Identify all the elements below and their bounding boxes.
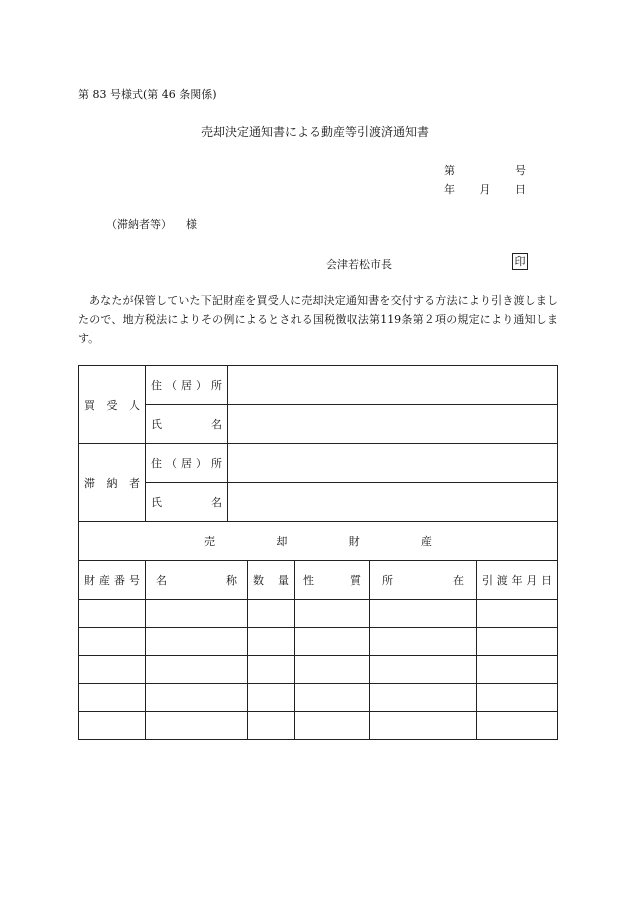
property-cell-quantity[interactable] — [248, 712, 295, 740]
col-quantity — [248, 561, 295, 600]
property-cell-property-number[interactable] — [79, 684, 146, 712]
property-cell-location[interactable] — [370, 628, 477, 656]
col-location — [370, 561, 477, 600]
col-nature-label: 性 質 — [303, 574, 361, 587]
delinquent-address-field[interactable] — [228, 444, 558, 483]
property-cell-name[interactable] — [146, 656, 248, 684]
property-header-cell — [79, 522, 558, 561]
property-cell-name[interactable] — [146, 684, 248, 712]
delinquent-name-label-cell — [146, 483, 228, 522]
addressee — [106, 216, 197, 232]
number-suffix: 号 — [515, 164, 526, 177]
col-property-number-label: 財 産 番 号 — [84, 574, 140, 587]
document-date — [444, 181, 526, 197]
property-cell-name[interactable] — [146, 712, 248, 740]
buyer-name-field[interactable] — [228, 405, 558, 444]
col-delivery-date — [477, 561, 558, 600]
buyer-address-label: 住 （ 居 ） 所 — [151, 379, 222, 392]
col-property-number — [79, 561, 146, 600]
document-number — [444, 162, 526, 178]
body-paragraph: あなたが保管していた下記財産を買受人に売却決定通知書を交付する方法により引き渡しましたので、地方税法によりその例によるとされる国税徴収法第119条第２項の規定により通知します。 — [78, 294, 558, 345]
property-cell-nature[interactable] — [295, 628, 370, 656]
property-cell-delivery-date[interactable] — [477, 684, 558, 712]
date-day: 日 — [515, 183, 526, 196]
property-cell-property-number[interactable] — [79, 712, 146, 740]
property-cell-nature[interactable] — [295, 712, 370, 740]
buyer-name-label-cell — [146, 405, 228, 444]
property-cell-nature[interactable] — [295, 684, 370, 712]
delinquent-label-cell — [79, 444, 146, 522]
property-row — [79, 656, 558, 684]
property-cell-quantity[interactable] — [248, 600, 295, 628]
property-cell-property-number[interactable] — [79, 600, 146, 628]
addressee-honorific: 様 — [186, 218, 197, 231]
property-cell-delivery-date[interactable] — [477, 656, 558, 684]
property-column-headers — [79, 561, 558, 600]
notification-table — [78, 365, 558, 740]
number-prefix: 第 — [444, 164, 455, 177]
property-cell-quantity[interactable] — [248, 684, 295, 712]
col-quantity-label: 数 量 — [253, 574, 289, 587]
col-nature — [295, 561, 370, 600]
property-row — [79, 628, 558, 656]
date-year: 年 — [444, 183, 455, 196]
property-cell-quantity[interactable] — [248, 628, 295, 656]
property-cell-location[interactable] — [370, 684, 477, 712]
buyer-address-label-cell — [146, 366, 228, 405]
seal-mark: 印 — [512, 253, 528, 270]
delinquent-address-label-cell — [146, 444, 228, 483]
property-row — [79, 712, 558, 740]
property-cell-delivery-date[interactable] — [477, 628, 558, 656]
sender-name: 会津若松市長 — [326, 258, 392, 271]
property-row — [79, 684, 558, 712]
date-month: 月 — [479, 183, 491, 196]
col-location-label: 所 在 — [382, 574, 464, 587]
buyer-name-label: 氏 名 — [151, 418, 222, 431]
property-header: 売 却 財 産 — [204, 535, 433, 548]
delinquent-address-label: 住 （ 居 ） 所 — [151, 457, 222, 470]
property-cell-quantity[interactable] — [248, 656, 295, 684]
property-cell-location[interactable] — [370, 656, 477, 684]
col-name — [146, 561, 248, 600]
addressee-name: （滞納者等） — [106, 218, 172, 231]
property-cell-name[interactable] — [146, 600, 248, 628]
buyer-address-field[interactable] — [228, 366, 558, 405]
property-cell-name[interactable] — [146, 628, 248, 656]
buyer-label-cell — [79, 366, 146, 444]
property-cell-delivery-date[interactable] — [477, 712, 558, 740]
property-cell-location[interactable] — [370, 712, 477, 740]
property-cell-property-number[interactable] — [79, 656, 146, 684]
property-row — [79, 600, 558, 628]
delinquent-name-label: 氏 名 — [151, 496, 222, 509]
property-rows — [79, 600, 558, 740]
col-delivery-date-label: 引 渡 年 月 日 — [482, 574, 553, 587]
delinquent-name-field[interactable] — [228, 483, 558, 522]
property-cell-delivery-date[interactable] — [477, 600, 558, 628]
buyer-label: 買 受 人 — [84, 398, 140, 412]
col-name-label: 名 称 — [156, 574, 237, 587]
document-title: 売却決定通知書による動産等引渡済通知書 — [200, 125, 429, 139]
property-cell-nature[interactable] — [295, 656, 370, 684]
property-cell-property-number[interactable] — [79, 628, 146, 656]
form-number: 第 83 号様式(第 46 条関係) — [78, 88, 217, 101]
delinquent-label: 滞 納 者 — [84, 476, 140, 490]
property-cell-location[interactable] — [370, 600, 477, 628]
property-cell-nature[interactable] — [295, 600, 370, 628]
